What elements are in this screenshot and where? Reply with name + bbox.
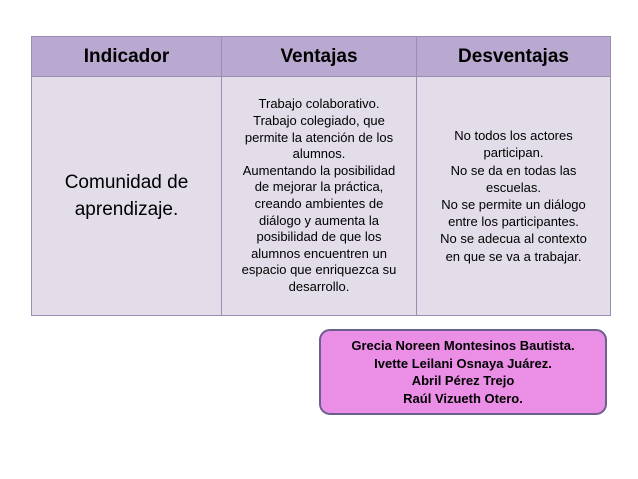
desventajas-line: No se da en todas las: [450, 162, 577, 178]
author-name: Raúl Vizueth Otero.: [403, 390, 523, 406]
ventajas-line: de mejorar la práctica,: [254, 179, 384, 195]
ventajas-line: espacio que enriquezca su: [241, 262, 397, 278]
desventajas-line: escuelas.: [486, 179, 541, 195]
ventajas-line: alumnos.: [292, 146, 346, 162]
indicator-line: Comunidad de: [64, 172, 189, 193]
author-name: Abril Pérez Trejo: [411, 373, 515, 388]
comparison-table: [31, 36, 611, 316]
ventajas-line: Trabajo colegiado, que: [253, 113, 385, 129]
ventajas-line: diálogo y aumenta la: [259, 212, 379, 228]
desventajas-line: No se adecua al contexto: [440, 231, 587, 247]
header-indicador: Indicador: [32, 37, 222, 77]
ventajas-cell: [222, 77, 417, 316]
author-name: Ivette Leilani Osnaya Juárez.: [374, 355, 552, 371]
ventajas-line: Trabajo colaborativo.: [258, 96, 380, 112]
indicator-line: aprendizaje.: [74, 199, 179, 220]
authors-box: [319, 329, 607, 415]
desventajas-cell: [417, 77, 611, 316]
desventajas-line: en que se va a trabajar.: [445, 248, 582, 264]
author-name: Grecia Noreen Montesinos Bautista.: [351, 338, 575, 353]
header-desventajas: Desventajas: [417, 37, 611, 77]
indicator-cell: [32, 77, 222, 316]
desventajas-line: No todos los actores: [454, 128, 573, 144]
table-row: [32, 77, 611, 316]
header-ventajas: Ventajas: [222, 37, 417, 77]
desventajas-line: No se permite un diálogo: [441, 197, 586, 212]
ventajas-line: Aumentando la posibilidad: [242, 162, 396, 178]
ventajas-line: desarrollo.: [288, 278, 350, 294]
desventajas-line: participan.: [483, 145, 544, 161]
ventajas-line: alumnos encuentren un: [251, 245, 387, 261]
ventajas-line: creando ambientes de: [254, 196, 384, 211]
table-header-row: [32, 37, 611, 77]
desventajas-line: entre los participantes.: [448, 214, 579, 230]
ventajas-line: posibilidad de que los: [256, 229, 382, 245]
ventajas-line: permite la atención de los: [244, 129, 394, 145]
